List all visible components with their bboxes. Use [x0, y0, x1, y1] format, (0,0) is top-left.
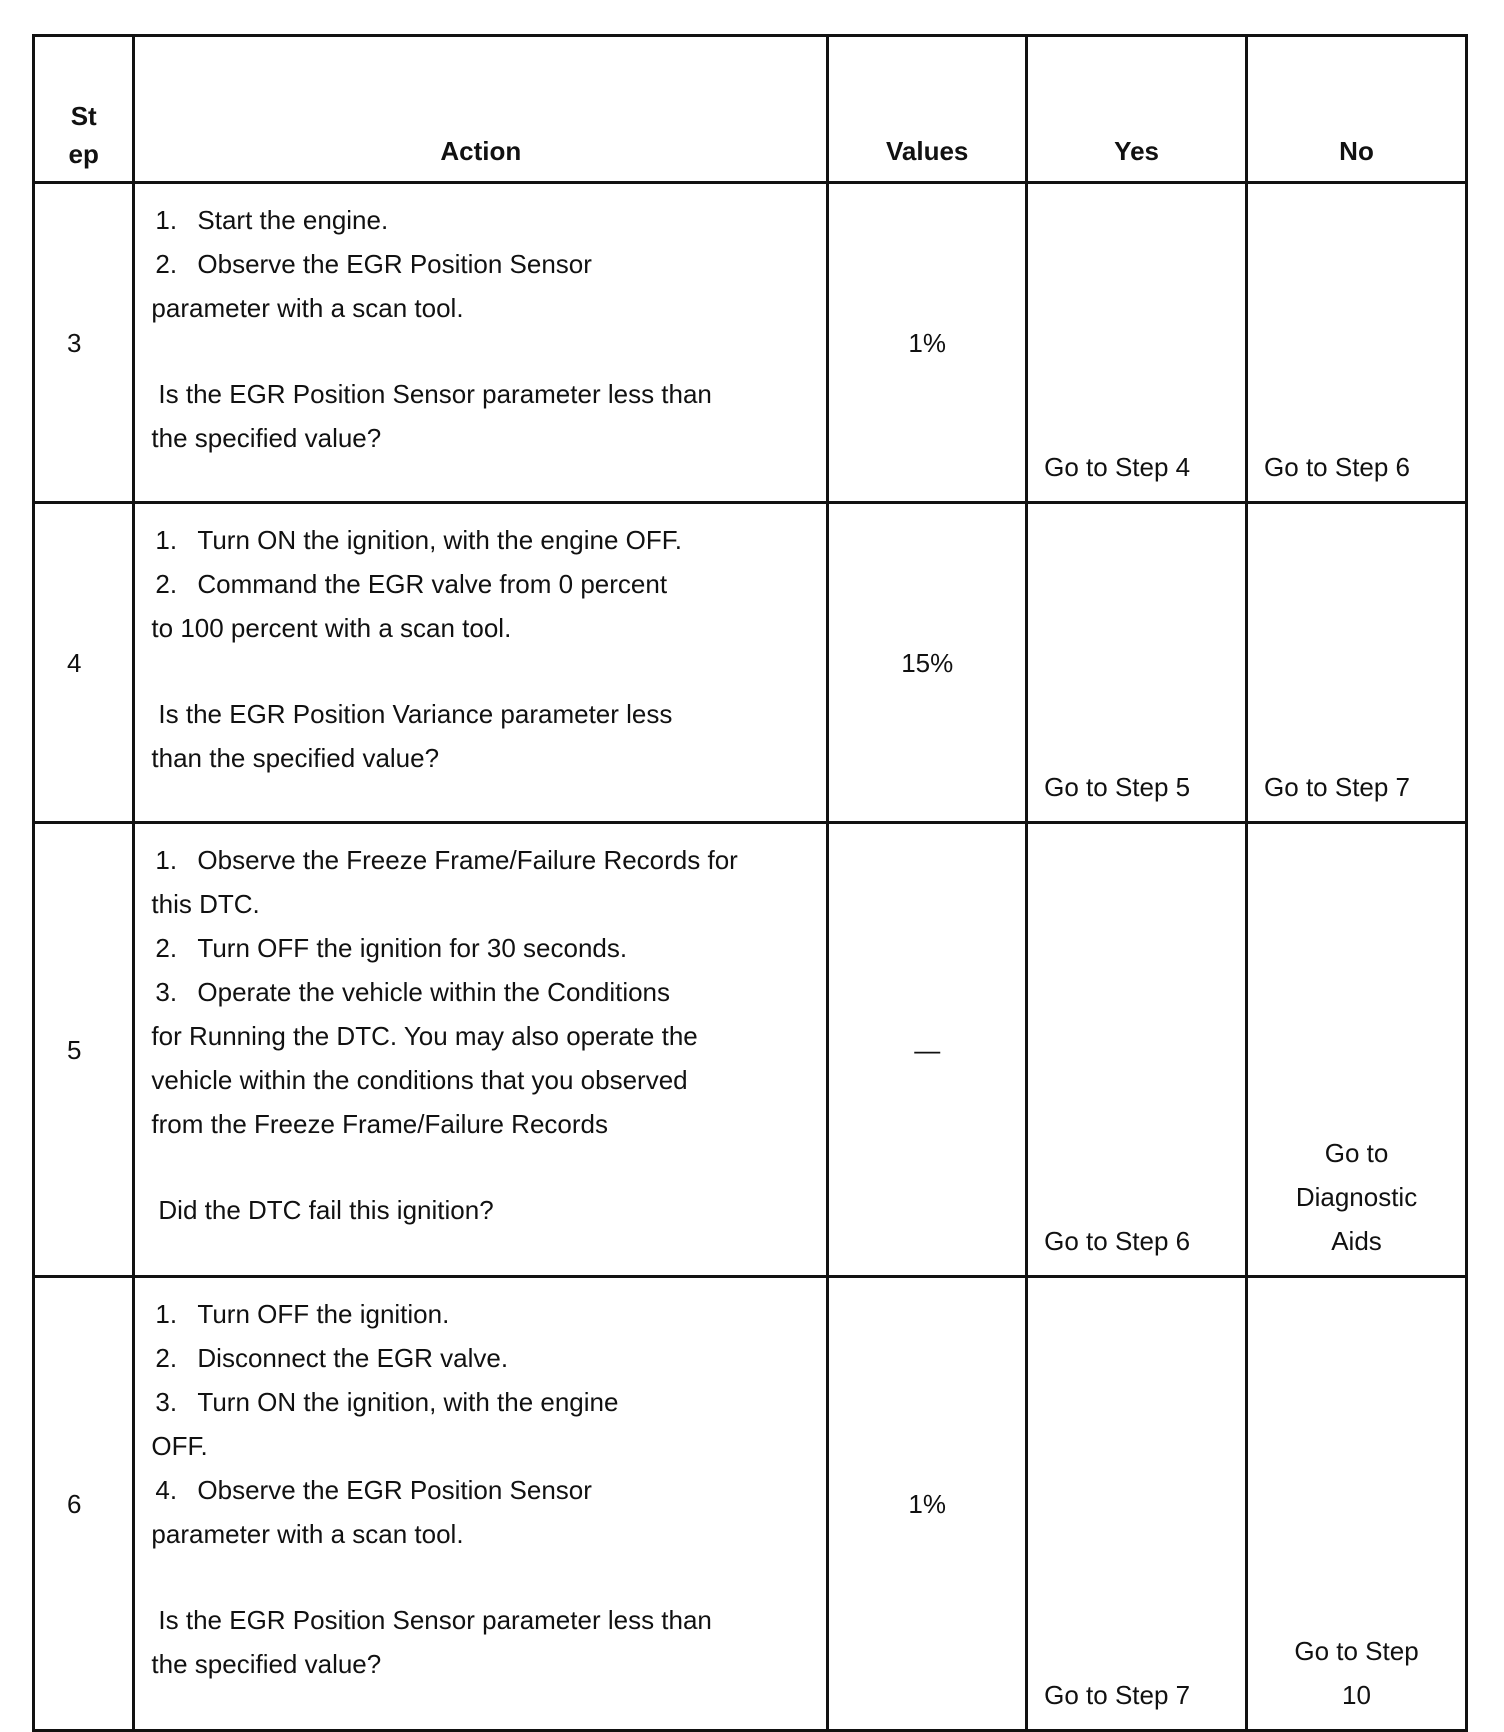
- no-link: Go to Step: [1294, 1636, 1419, 1666]
- action-cell: [134, 183, 828, 503]
- table-row: [34, 183, 1467, 503]
- yes-cell: [1027, 503, 1247, 823]
- action-question: Is the EGR Position Sensor parameter less than: [158, 1605, 712, 1635]
- no-cell: [1247, 1277, 1467, 1731]
- action-line: 4. Observe the EGR Position Sensor: [155, 1475, 592, 1505]
- yes-cell: [1027, 183, 1247, 503]
- yes-link: Go to Step 7: [1044, 1680, 1191, 1710]
- no-link: Go to: [1324, 1138, 1389, 1168]
- no-link: 10: [1342, 1680, 1371, 1710]
- no-cell: [1247, 503, 1467, 823]
- no-link: Go to Step 7: [1264, 772, 1411, 802]
- value-cell: —: [828, 823, 1027, 1277]
- yes-link: Go to Step 5: [1044, 772, 1191, 802]
- action-line: 2. Disconnect the EGR valve.: [155, 1343, 509, 1373]
- action-line: 1. Turn OFF the ignition.: [155, 1299, 450, 1329]
- action-line: vehicle within the conditions that you observed: [151, 1065, 688, 1095]
- header-step-line2: ep: [68, 139, 99, 169]
- action-question: Did the DTC fail this ignition?: [158, 1195, 494, 1225]
- no-link: Diagnostic: [1295, 1182, 1418, 1212]
- yes-cell: [1027, 1277, 1247, 1731]
- action-line: 3. Operate the vehicle within the Conditions: [155, 977, 671, 1007]
- step-number: 3: [34, 183, 134, 503]
- action-line: 1. Turn ON the ignition, with the engine OFF.: [155, 525, 683, 555]
- step-number: 6: [34, 1277, 134, 1731]
- action-line: 1. Start the engine.: [155, 205, 389, 235]
- action-line: OFF.: [151, 1431, 208, 1461]
- table-row: [34, 1277, 1467, 1731]
- action-line: 2. Observe the EGR Position Sensor: [155, 249, 592, 279]
- action-question: the specified value?: [151, 1649, 382, 1679]
- action-line: parameter with a scan tool.: [151, 1519, 464, 1549]
- action-line: 2. Turn OFF the ignition for 30 seconds.: [155, 933, 628, 963]
- table-row: [34, 823, 1467, 1277]
- action-line: to 100 percent with a scan tool.: [151, 613, 512, 643]
- yes-link: Go to Step 6: [1044, 1226, 1191, 1256]
- header-step: [34, 36, 134, 183]
- yes-link: Go to Step 4: [1044, 452, 1191, 482]
- action-question: the specified value?: [151, 423, 382, 453]
- table-header-row: [34, 36, 1467, 183]
- no-link: Go to Step 6: [1264, 452, 1411, 482]
- action-question: than the specified value?: [151, 743, 440, 773]
- action-line: 3. Turn ON the ignition, with the engine: [155, 1387, 619, 1417]
- no-link: Aids: [1331, 1226, 1382, 1256]
- action-line: from the Freeze Frame/Failure Records: [151, 1109, 608, 1139]
- header-step-line1: St: [70, 101, 97, 131]
- action-cell: [134, 1277, 828, 1731]
- action-line: this DTC.: [151, 889, 260, 919]
- action-cell: [134, 823, 828, 1277]
- action-question: Is the EGR Position Sensor parameter less than: [158, 379, 712, 409]
- step-number: 5: [34, 823, 134, 1277]
- action-cell: [134, 503, 828, 823]
- action-line: parameter with a scan tool.: [151, 293, 464, 323]
- value-cell: 1%: [828, 1277, 1027, 1731]
- value-cell: 1%: [828, 183, 1027, 503]
- action-question: Is the EGR Position Variance parameter less: [158, 699, 673, 729]
- action-line: for Running the DTC. You may also operate the: [151, 1021, 698, 1051]
- step-number: 4: [34, 503, 134, 823]
- no-cell: [1247, 183, 1467, 503]
- diagnostic-table: [32, 34, 1468, 1732]
- yes-cell: [1027, 823, 1247, 1277]
- header-no: No: [1247, 36, 1467, 183]
- value-cell: 15%: [828, 503, 1027, 823]
- no-cell: [1247, 823, 1467, 1277]
- header-action: Action: [134, 36, 828, 183]
- action-line: 2. Command the EGR valve from 0 percent: [155, 569, 668, 599]
- action-line: 1. Observe the Freeze Frame/Failure Records for: [155, 845, 738, 875]
- header-yes: Yes: [1027, 36, 1247, 183]
- header-values: Values: [828, 36, 1027, 183]
- table-row: [34, 503, 1467, 823]
